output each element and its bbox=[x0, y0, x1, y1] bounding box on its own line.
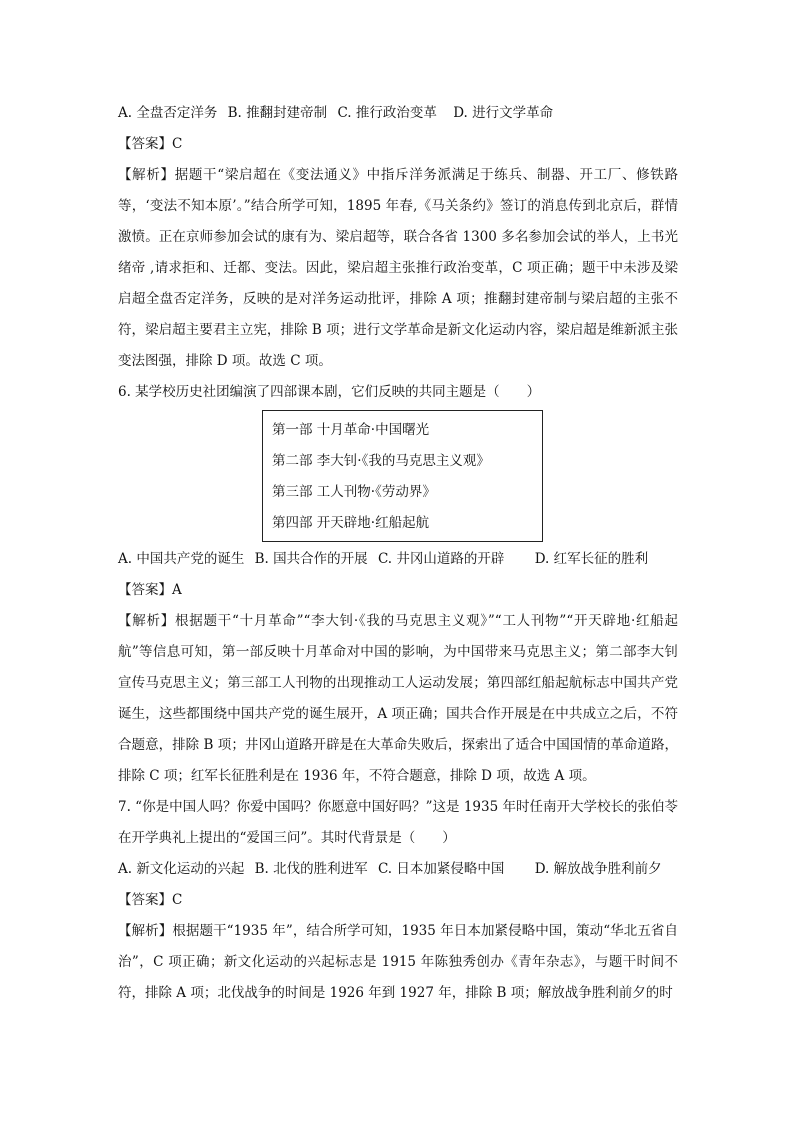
q6-option-a: A. 中国共产党的诞生 bbox=[118, 551, 245, 567]
q7-answer: 【答案】C bbox=[118, 892, 183, 908]
q6-option-b: B. 国共合作的开展 bbox=[254, 551, 368, 567]
q5-analysis: 【解析】据题干“梁启超在《变法通义》中指斥洋务派满足于练兵、制器、开工厂、修铁路等，‘变法不知本原’。”结合所学可知，1895 年春,《马关条约》签订的消息传到北京后，群情激愤。正在京师参加会试的康有为、梁启超等，联合各省 1300 多名参加会试的举人，上书光绪帝 ,请求拒和、迁都、变法。因此，梁启超主张推行政治变革，C 项正确；题干中未涉及梁启超全盘否定洋务，反映的是对洋务运动批评，排除 A 项；推翻封建帝制与梁启超的主张不符，梁启超主要君主立宪，排除 B 项；进行文学革命是新文化运动内容，梁启超是维新派主张变法图强，排除 D 项。故选 C 项。 bbox=[118, 167, 678, 369]
q5-option-b: B. 推翻封建帝制 bbox=[227, 105, 328, 121]
q6-play-4: 第四部 开天辟地·红船起航 bbox=[272, 515, 430, 531]
q6-analysis: 【解析】根据题干“十月革命”“李大钊·《我的马克思主义观》”“工人刊物”“开天辟地·红船起航”等信息可知，第一部反映十月革命对中国的影响，为中国带来马克思主义；第二部李大钊宣传马克思主义；第三部工人刊物的出现推动工人运动发展；第四部红船起航标志中国共产党诞生，这些都围绕中国共产党的诞生展开，A 项正确；国共合作开展是在中共成立之后，不符合题意，排除 B 项；井冈山道路开辟是在大革命失败后，探索出了适合中国国情的革命道路，排除 C 项；红军长征胜利是在 1936 年，不符合题意，排除 D 项，故选 A 项。 bbox=[118, 613, 678, 784]
q6-option-c: C. 井冈山道路的开辟 bbox=[377, 551, 505, 567]
q7-options bbox=[118, 854, 678, 885]
q6-options bbox=[118, 544, 678, 575]
q6-play-list-box bbox=[262, 410, 543, 542]
q5-answer: 【答案】C bbox=[118, 136, 183, 152]
q6-stem: 6. 某学校历史社团编演了四部课本剧，它们反映的共同主题是（ ） bbox=[118, 384, 541, 400]
q6-answer: 【答案】A bbox=[118, 582, 182, 598]
q5-option-c: C. 推行政治变革 bbox=[337, 105, 437, 121]
q6-play-2: 第二部 李大钊·《我的马克思主义观》 bbox=[272, 453, 490, 469]
q6-option-d: D. 红军长征的胜利 bbox=[534, 551, 649, 567]
q5-option-d: D. 进行文学革命 bbox=[453, 105, 554, 121]
q5-option-a: A. 全盘否定洋务 bbox=[118, 105, 218, 121]
q7-option-a: A. 新文化运动的兴起 bbox=[118, 861, 245, 877]
q5-options bbox=[118, 98, 678, 129]
q7-option-b: B. 北伐的胜利进军 bbox=[254, 861, 368, 877]
q6-play-3: 第三部 工人刊物·《劳动界》 bbox=[272, 484, 436, 500]
q6-play-1: 第一部 十月革命·中国曙光 bbox=[272, 422, 430, 438]
q7-analysis: 【解析】根据题干“1935 年”，结合所学可知，1935 年日本加紧侵略中国，策动“华北五省自治”，C 项正确；新文化运动的兴起标志是 1915 年陈独秀创办《青年杂志》，与题干时间不符，排除 A 项；北伐战争的时间是 1926 年到 1927 年，排除 B 项；解放战争胜利前夕的时 bbox=[118, 923, 678, 1001]
q7-option-c: C. 日本加紧侵略中国 bbox=[377, 861, 505, 877]
q7-stem: 7. “你是中国人吗？你爱中国吗？你愿意中国好吗？”这是 1935 年时任南开大学校长的张伯苓在开学典礼上提出的“爱国三问”。其时代背景是（ ） bbox=[118, 799, 678, 846]
q7-option-d: D. 解放战争胜利前夕 bbox=[534, 861, 662, 877]
document-page bbox=[118, 98, 678, 1009]
